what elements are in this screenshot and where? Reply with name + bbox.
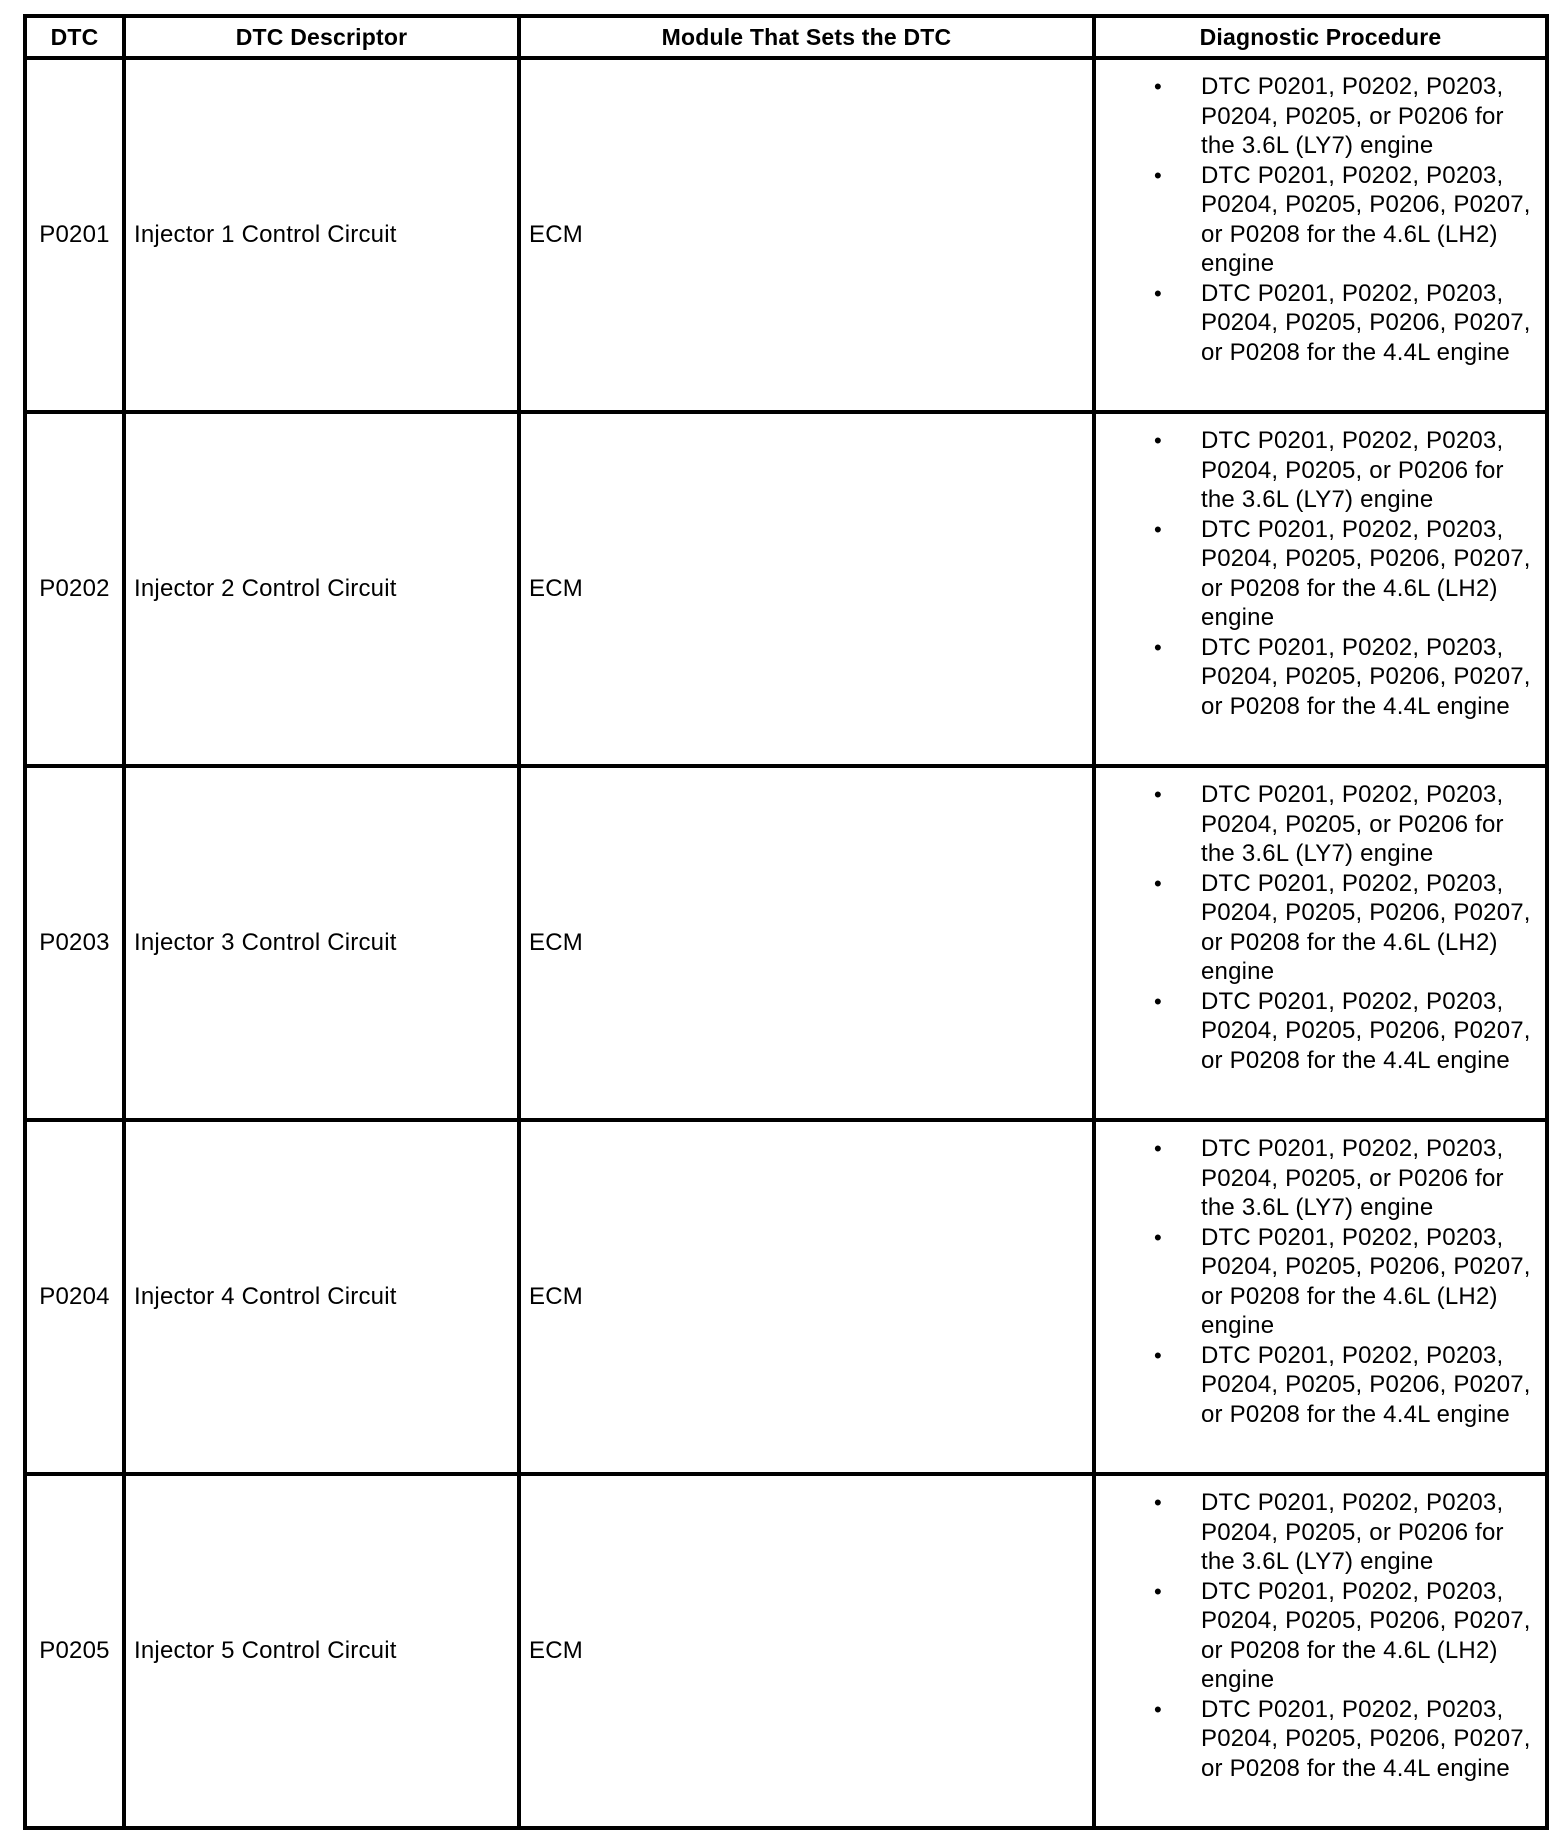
procedure-text: DTC P0201, P0202, P0203, P0204, P0205, P0206, P0207, or P0208 for the 4.4L engine [1201, 1341, 1531, 1428]
module-cell: ECM [519, 58, 1094, 412]
bullet-icon: • [1154, 782, 1162, 807]
bullet-icon: • [1154, 870, 1162, 896]
bullet-icon: • [1154, 280, 1162, 306]
procedure-link[interactable] [1096, 72, 1537, 161]
diagnostic-procedure-cell [1094, 766, 1547, 1120]
procedure-link[interactable] [1096, 161, 1537, 279]
dtc-descriptor-cell: Injector 2 Control Circuit [124, 412, 519, 766]
procedure-link[interactable] [1096, 1341, 1537, 1430]
diagnostic-procedure-cell [1094, 1474, 1547, 1828]
dtc-code-cell: P0205 [25, 1474, 124, 1828]
dtc-descriptor-cell: Injector 3 Control Circuit [124, 766, 519, 1120]
bullet-icon: • [1154, 162, 1162, 188]
bullet-icon: • [1154, 1224, 1162, 1250]
table-row [25, 58, 1547, 412]
bullet-icon: • [1154, 634, 1162, 660]
table-body [25, 58, 1547, 1828]
procedure-text: DTC P0201, P0202, P0203, P0204, P0205, P0206, P0207, or P0208 for the 4.4L engine [1201, 987, 1531, 1074]
header-dtc: DTC [25, 16, 124, 58]
dtc-table [23, 14, 1549, 1830]
dtc-code-cell: P0203 [25, 766, 124, 1120]
procedure-list [1096, 426, 1537, 721]
procedure-link[interactable] [1096, 869, 1537, 987]
bullet-icon: • [1154, 1578, 1162, 1604]
procedure-list [1096, 1488, 1537, 1783]
table-row [25, 766, 1547, 1120]
procedure-text: DTC P0201, P0202, P0203, P0204, P0205, P0206, P0207, or P0208 for the 4.4L engine [1201, 1695, 1531, 1782]
table-row [25, 1474, 1547, 1828]
diagnostic-procedure-cell [1094, 1120, 1547, 1474]
dtc-code-cell: P0202 [25, 412, 124, 766]
bullet-icon: • [1154, 1490, 1162, 1515]
bullet-icon: • [1154, 988, 1162, 1014]
diagnostic-procedure-cell [1094, 412, 1547, 766]
procedure-text: DTC P0201, P0202, P0203, P0204, P0205, P0206, P0207, or P0208 for the 4.6L (LH2) engine [1201, 869, 1531, 985]
table-row [25, 412, 1547, 766]
bullet-icon: • [1154, 428, 1162, 453]
dtc-descriptor-cell: Injector 4 Control Circuit [124, 1120, 519, 1474]
procedure-text: DTC P0201, P0202, P0203, P0204, P0205, P0206, P0207, or P0208 for the 4.6L (LH2) engine [1201, 515, 1531, 631]
dtc-descriptor-cell: Injector 1 Control Circuit [124, 58, 519, 412]
procedure-text: DTC P0201, P0202, P0203, P0204, P0205, P0206, P0207, or P0208 for the 4.6L (LH2) engine [1201, 161, 1531, 277]
procedure-link[interactable] [1096, 1223, 1537, 1341]
dtc-descriptor-cell: Injector 5 Control Circuit [124, 1474, 519, 1828]
procedure-text: DTC P0201, P0202, P0203, P0204, P0205, P0206, P0207, or P0208 for the 4.4L engine [1201, 279, 1531, 366]
procedure-list [1096, 72, 1537, 367]
bullet-icon: • [1154, 74, 1162, 99]
module-cell: ECM [519, 766, 1094, 1120]
procedure-text: DTC P0201, P0202, P0203, P0204, P0205, or P0206 for the 3.6L (LY7) engine [1201, 427, 1504, 513]
procedure-link[interactable] [1096, 279, 1537, 368]
bullet-icon: • [1154, 1136, 1162, 1161]
module-cell: ECM [519, 1474, 1094, 1828]
header-module: Module That Sets the DTC [519, 16, 1094, 58]
procedure-link[interactable] [1096, 1134, 1537, 1223]
header-procedure: Diagnostic Procedure [1094, 16, 1547, 58]
procedure-text: DTC P0201, P0202, P0203, P0204, P0205, or P0206 for the 3.6L (LY7) engine [1201, 1135, 1504, 1221]
procedure-text: DTC P0201, P0202, P0203, P0204, P0205, P0206, P0207, or P0208 for the 4.6L (LH2) engine [1201, 1223, 1531, 1339]
procedure-text: DTC P0201, P0202, P0203, P0204, P0205, or P0206 for the 3.6L (LY7) engine [1201, 781, 1504, 867]
bullet-icon: • [1154, 1696, 1162, 1722]
procedure-text: DTC P0201, P0202, P0203, P0204, P0205, or P0206 for the 3.6L (LY7) engine [1201, 1489, 1504, 1575]
procedure-link[interactable] [1096, 1695, 1537, 1784]
header-descriptor: DTC Descriptor [124, 16, 519, 58]
procedure-link[interactable] [1096, 1577, 1537, 1695]
procedure-link[interactable] [1096, 1488, 1537, 1577]
diagnostic-procedure-cell [1094, 58, 1547, 412]
table-row [25, 1120, 1547, 1474]
procedure-list [1096, 1134, 1537, 1429]
dtc-code-cell: P0201 [25, 58, 124, 412]
procedure-link[interactable] [1096, 633, 1537, 722]
module-cell: ECM [519, 1120, 1094, 1474]
module-cell: ECM [519, 412, 1094, 766]
procedure-text: DTC P0201, P0202, P0203, P0204, P0205, or P0206 for the 3.6L (LY7) engine [1201, 73, 1504, 159]
procedure-list [1096, 780, 1537, 1075]
bullet-icon: • [1154, 516, 1162, 542]
procedure-link[interactable] [1096, 780, 1537, 869]
bullet-icon: • [1154, 1342, 1162, 1368]
header-row [25, 16, 1547, 58]
dtc-code-cell: P0204 [25, 1120, 124, 1474]
procedure-text: DTC P0201, P0202, P0203, P0204, P0205, P0206, P0207, or P0208 for the 4.6L (LH2) engine [1201, 1577, 1531, 1693]
procedure-text: DTC P0201, P0202, P0203, P0204, P0205, P0206, P0207, or P0208 for the 4.4L engine [1201, 633, 1531, 720]
procedure-link[interactable] [1096, 515, 1537, 633]
procedure-link[interactable] [1096, 426, 1537, 515]
procedure-link[interactable] [1096, 987, 1537, 1076]
